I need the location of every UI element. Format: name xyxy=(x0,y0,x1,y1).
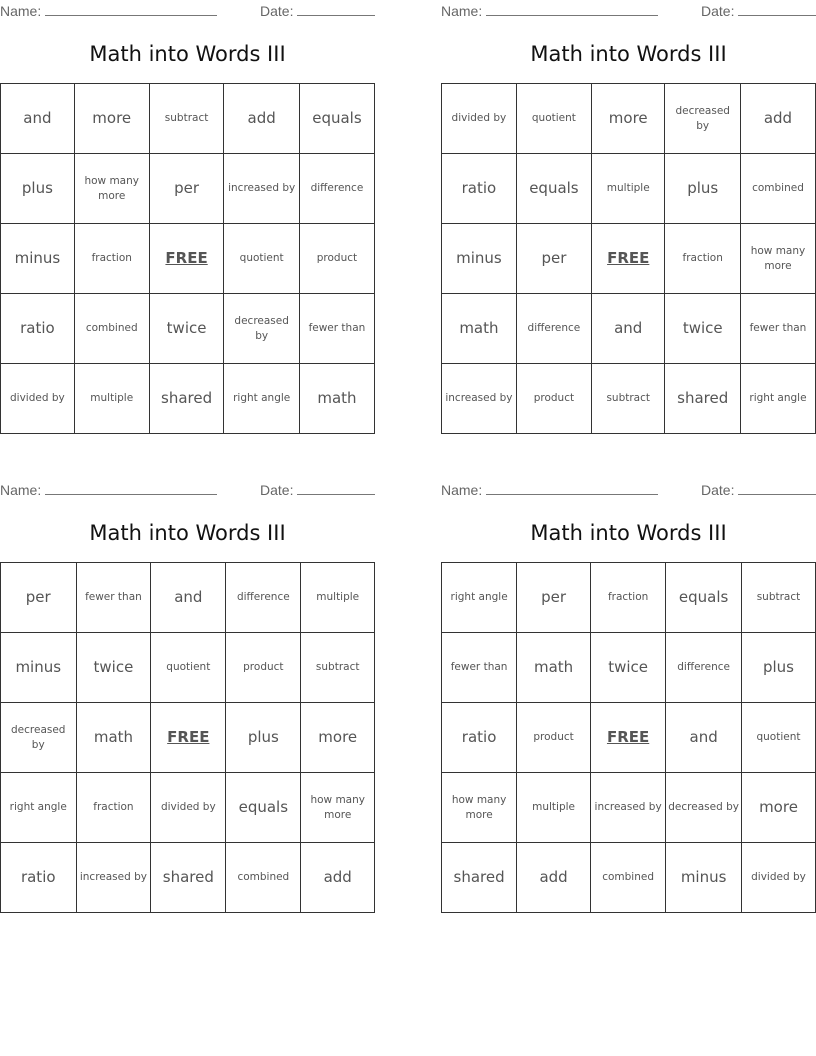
bingo-cell[interactable]: add xyxy=(740,84,815,154)
grid-row xyxy=(442,84,816,154)
bingo-cell[interactable]: shared xyxy=(149,364,224,434)
bingo-cell[interactable]: multiple xyxy=(517,773,591,843)
bingo-cell[interactable]: math xyxy=(299,364,374,434)
date-blank[interactable] xyxy=(738,2,816,16)
bingo-cell[interactable]: decreased by xyxy=(665,84,740,154)
bingo-cell[interactable]: and xyxy=(151,563,226,633)
bingo-cell[interactable]: how many more xyxy=(74,154,149,224)
bingo-cell[interactable]: product xyxy=(226,633,301,703)
bingo-cell[interactable]: and xyxy=(666,703,742,773)
bingo-cell[interactable]: ratio xyxy=(442,703,517,773)
bingo-cell[interactable]: how many more xyxy=(740,224,815,294)
bingo-cell[interactable]: decreased by xyxy=(666,773,742,843)
bingo-cell[interactable]: combined xyxy=(590,843,665,913)
bingo-cell[interactable]: right angle xyxy=(442,563,517,633)
card-title: Math into Words III xyxy=(530,42,727,66)
grid-row xyxy=(442,703,816,773)
free-space[interactable]: FREE xyxy=(149,224,224,294)
bingo-cell[interactable]: increased by xyxy=(590,773,665,843)
bingo-cell[interactable]: more xyxy=(74,84,149,154)
date-label: Date: xyxy=(701,482,735,498)
bingo-cell[interactable]: ratio xyxy=(442,154,517,224)
date-blank[interactable] xyxy=(297,2,375,16)
grid-row xyxy=(442,224,816,294)
bingo-cell[interactable]: difference xyxy=(516,294,591,364)
bingo-cell[interactable]: increased by xyxy=(442,364,517,434)
bingo-cell[interactable]: more xyxy=(591,84,665,154)
bingo-cell[interactable]: shared xyxy=(442,843,517,913)
card-title: Math into Words III xyxy=(89,42,286,66)
bingo-cell[interactable]: plus xyxy=(741,633,815,703)
bingo-cell[interactable]: per xyxy=(516,224,591,294)
bingo-cell[interactable]: right angle xyxy=(1,773,77,843)
bingo-cell[interactable]: increased by xyxy=(76,843,151,913)
bingo-cell[interactable]: product xyxy=(299,224,374,294)
bingo-card xyxy=(441,0,816,435)
bingo-grid xyxy=(441,562,816,913)
grid-row xyxy=(442,364,816,434)
bingo-cell[interactable]: fewer than xyxy=(740,294,815,364)
bingo-cell[interactable]: math xyxy=(517,633,591,703)
grid-row xyxy=(1,563,375,633)
name-date-line xyxy=(0,481,375,498)
bingo-cell[interactable]: plus xyxy=(1,154,75,224)
bingo-cell[interactable]: quotient xyxy=(741,703,815,773)
bingo-cell[interactable]: combined xyxy=(226,843,301,913)
name-label: Name: xyxy=(441,482,483,498)
free-space[interactable]: FREE xyxy=(591,224,665,294)
bingo-cell[interactable]: more xyxy=(741,773,815,843)
bingo-cell[interactable]: subtract xyxy=(591,364,665,434)
grid-row xyxy=(1,773,375,843)
name-date-line xyxy=(441,481,816,498)
bingo-cell[interactable]: difference xyxy=(226,563,301,633)
bingo-cell[interactable]: equals xyxy=(226,773,301,843)
bingo-cell[interactable]: right angle xyxy=(224,364,299,434)
bingo-cell[interactable]: combined xyxy=(740,154,815,224)
bingo-cell[interactable]: subtract xyxy=(149,84,224,154)
bingo-cell[interactable]: divided by xyxy=(442,84,517,154)
bingo-grid xyxy=(0,83,375,434)
bingo-cell[interactable]: add xyxy=(301,843,375,913)
bingo-cell[interactable]: fewer than xyxy=(76,563,151,633)
grid-row xyxy=(442,633,816,703)
bingo-cell[interactable]: equals xyxy=(666,563,742,633)
bingo-cell[interactable]: quotient xyxy=(151,633,226,703)
bingo-cell[interactable]: twice xyxy=(76,633,151,703)
grid-row xyxy=(442,154,816,224)
bingo-cell[interactable]: twice xyxy=(149,294,224,364)
bingo-cell[interactable]: decreased by xyxy=(1,703,77,773)
bingo-cell[interactable]: math xyxy=(76,703,151,773)
bingo-cell[interactable]: multiple xyxy=(74,364,149,434)
bingo-cell[interactable]: and xyxy=(1,84,75,154)
card-title: Math into Words III xyxy=(89,521,286,545)
bingo-cell[interactable]: fraction xyxy=(590,563,665,633)
bingo-cell[interactable]: decreased by xyxy=(224,294,299,364)
bingo-cell[interactable]: difference xyxy=(666,633,742,703)
date-blank[interactable] xyxy=(297,481,375,495)
bingo-cell[interactable]: increased by xyxy=(224,154,299,224)
grid-row xyxy=(1,84,375,154)
bingo-cell[interactable]: product xyxy=(517,703,591,773)
bingo-cell[interactable]: multiple xyxy=(301,563,375,633)
bingo-card xyxy=(441,479,816,914)
date-label: Date: xyxy=(701,3,735,19)
grid-row xyxy=(1,364,375,434)
bingo-cell[interactable]: fraction xyxy=(665,224,740,294)
grid-row xyxy=(1,294,375,364)
bingo-cell[interactable]: ratio xyxy=(1,294,75,364)
bingo-cell[interactable]: quotient xyxy=(516,84,591,154)
bingo-cell[interactable]: add xyxy=(224,84,299,154)
bingo-cell[interactable]: divided by xyxy=(151,773,226,843)
grid-row xyxy=(1,843,375,913)
bingo-cell[interactable]: product xyxy=(516,364,591,434)
free-space[interactable]: FREE xyxy=(590,703,665,773)
bingo-cell[interactable]: minus xyxy=(1,224,75,294)
bingo-grid xyxy=(0,562,375,913)
bingo-cell[interactable]: per xyxy=(517,563,591,633)
bingo-cell[interactable]: fraction xyxy=(74,224,149,294)
bingo-cell[interactable]: subtract xyxy=(301,633,375,703)
name-label: Name: xyxy=(0,3,42,19)
bingo-cell[interactable]: minus xyxy=(666,843,742,913)
name-label: Name: xyxy=(441,3,483,19)
grid-row xyxy=(1,154,375,224)
name-blank[interactable] xyxy=(45,481,217,495)
bingo-cell[interactable]: difference xyxy=(299,154,374,224)
grid-row xyxy=(1,224,375,294)
bingo-cell[interactable]: how many more xyxy=(442,773,517,843)
name-date-line xyxy=(0,2,375,19)
bingo-cell[interactable]: fewer than xyxy=(442,633,517,703)
bingo-cell[interactable]: and xyxy=(591,294,665,364)
bingo-cell[interactable]: add xyxy=(517,843,591,913)
bingo-cell[interactable]: divided by xyxy=(741,843,815,913)
bingo-cell[interactable]: math xyxy=(442,294,517,364)
bingo-cell[interactable]: shared xyxy=(151,843,226,913)
bingo-cell[interactable]: how many more xyxy=(301,773,375,843)
grid-row xyxy=(1,703,375,773)
bingo-cell[interactable]: per xyxy=(149,154,224,224)
card-title: Math into Words III xyxy=(530,521,727,545)
bingo-cell[interactable]: plus xyxy=(665,154,740,224)
name-date-line xyxy=(441,2,816,19)
bingo-grid xyxy=(441,83,816,434)
date-label: Date: xyxy=(260,3,294,19)
date-label: Date: xyxy=(260,482,294,498)
bingo-cell[interactable]: twice xyxy=(590,633,665,703)
grid-row xyxy=(1,633,375,703)
bingo-cell[interactable]: ratio xyxy=(1,843,77,913)
bingo-cell[interactable]: twice xyxy=(665,294,740,364)
grid-row xyxy=(442,294,816,364)
grid-row xyxy=(442,773,816,843)
bingo-card xyxy=(0,479,375,914)
name-blank[interactable] xyxy=(45,2,217,16)
bingo-cell[interactable]: right angle xyxy=(740,364,815,434)
free-space[interactable]: FREE xyxy=(151,703,226,773)
bingo-cell[interactable]: equals xyxy=(299,84,374,154)
bingo-cell[interactable]: quotient xyxy=(224,224,299,294)
bingo-cell[interactable]: per xyxy=(1,563,77,633)
bingo-cell[interactable]: plus xyxy=(226,703,301,773)
bingo-cell[interactable]: fewer than xyxy=(299,294,374,364)
bingo-cell[interactable]: minus xyxy=(1,633,77,703)
bingo-card xyxy=(0,0,375,435)
name-blank[interactable] xyxy=(486,2,658,16)
bingo-cell[interactable]: subtract xyxy=(741,563,815,633)
bingo-cell[interactable]: combined xyxy=(74,294,149,364)
grid-row xyxy=(442,843,816,913)
bingo-cell[interactable]: fraction xyxy=(76,773,151,843)
bingo-cell[interactable]: multiple xyxy=(591,154,665,224)
name-label: Name: xyxy=(0,482,42,498)
date-blank[interactable] xyxy=(738,481,816,495)
bingo-cell[interactable]: divided by xyxy=(1,364,75,434)
bingo-cell[interactable]: minus xyxy=(442,224,517,294)
bingo-cell[interactable]: shared xyxy=(665,364,740,434)
bingo-cell[interactable]: equals xyxy=(516,154,591,224)
bingo-cell[interactable]: more xyxy=(301,703,375,773)
grid-row xyxy=(442,563,816,633)
name-blank[interactable] xyxy=(486,481,658,495)
